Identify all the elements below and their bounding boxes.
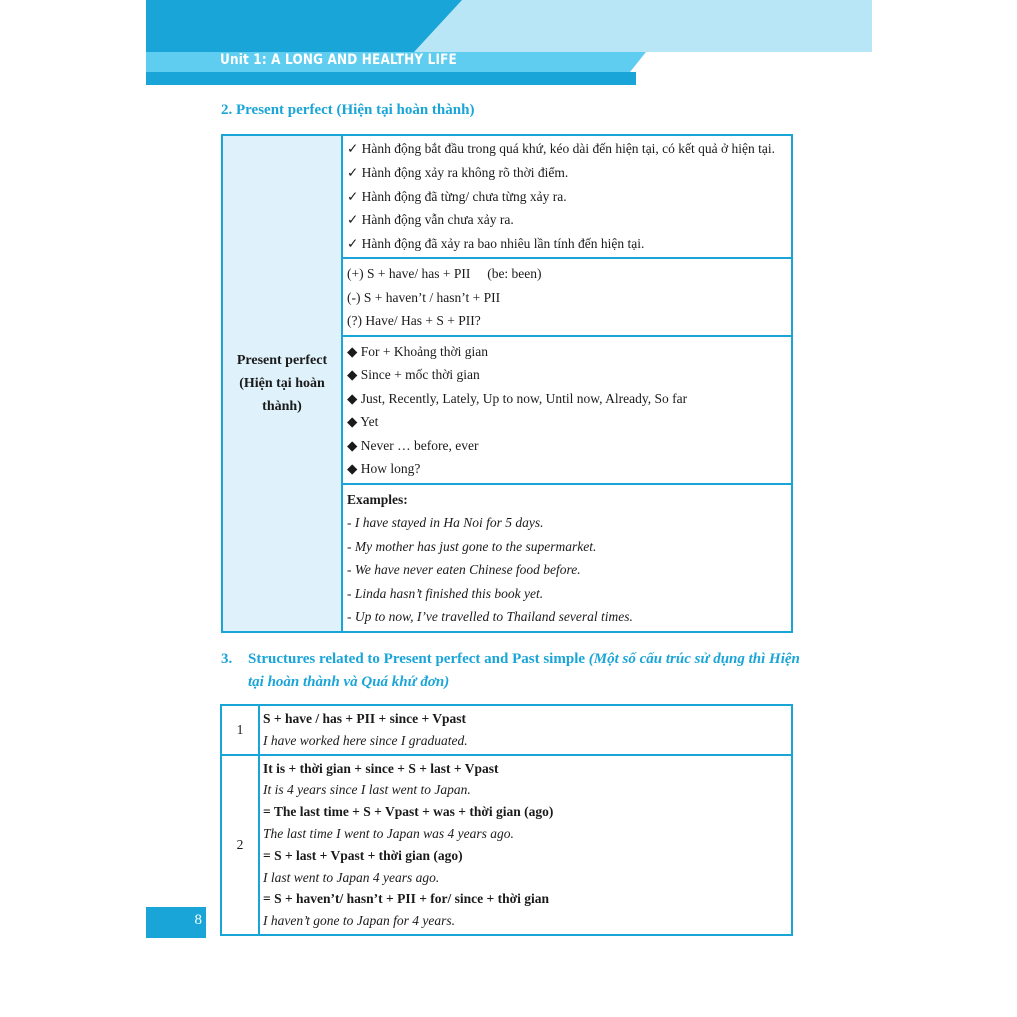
section-3-title-vi: (Một số cấu trúc sử dụng thì Hiện tại hoàn thành và Quá khứ đơn): [248, 651, 800, 690]
row-number: 1: [221, 705, 259, 755]
signal-item: ◆ How long?: [347, 461, 421, 476]
structure-formula: It is + thời gian + since + S + last + Vpast: [263, 760, 499, 776]
examples-title: Examples:: [347, 491, 408, 507]
structure-cell: [259, 705, 792, 755]
structure-example: It is 4 years since I last went to Japan.: [263, 782, 471, 798]
form-item: (+) S + have/ has + PII (be: been): [347, 266, 542, 281]
page-number-tab: [146, 907, 206, 938]
example-item: - We have never eaten Chinese food before.: [347, 562, 581, 577]
forms-cell: [342, 258, 792, 336]
structure-formula: = The last time + S + Vpast + was + thời gian (ago): [263, 804, 554, 820]
signal-item: ◆ Never … before, ever: [347, 437, 479, 453]
signal-item: ◆ For + Khoảng thời gian: [347, 343, 488, 359]
form-item: (?) Have/ Has + S + PII?: [347, 313, 481, 328]
use-item: ✓ Hành động đã từng/ chưa từng xảy ra.: [347, 188, 567, 204]
examples-cell: [342, 484, 792, 632]
structure-formula: = S + last + Vpast + thời gian (ago): [263, 847, 463, 863]
signal-words-cell: [342, 336, 792, 484]
row-number: 2: [221, 755, 259, 935]
tense-label-line: Present perfect: [236, 352, 328, 368]
section-2-heading: 2. Present perfect (Hiện tại hoàn thành): [221, 102, 475, 118]
structure-example: I haven’t gone to Japan for 4 years.: [263, 913, 455, 929]
section-3-title: Structures related to Present perfect and Past simple: [248, 651, 586, 667]
example-item: - My mother has just gone to the supermarket.: [347, 538, 597, 554]
example-item: - Up to now, I’ve travelled to Thailand several times.: [347, 609, 633, 624]
tense-label-line: thành): [262, 398, 302, 414]
use-item: ✓ Hành động bắt đầu trong quá khứ, kéo dài đến hiện tại, có kết quả ở hiện tại.: [347, 141, 776, 156]
structure-example: I last went to Japan 4 years ago.: [263, 869, 440, 885]
structure-example: I have worked here since I graduated.: [263, 732, 468, 748]
uses-cell: [342, 135, 792, 258]
use-item: ✓ Hành động xảy ra không rõ thời điểm.: [347, 165, 569, 180]
signal-item: ◆ Just, Recently, Lately, Up to now, Until now, Already, So far: [347, 390, 688, 406]
tense-label-line: (Hiện tại hoàn: [239, 375, 325, 391]
section-3-number: 3.: [221, 651, 233, 667]
signal-item: ◆ Yet: [347, 414, 379, 429]
structure-cell: [259, 755, 792, 935]
unit-title: Unit 1: A LONG AND HEALTHY LIFE: [220, 52, 457, 68]
page-header-banner: [146, 0, 872, 85]
signal-item: ◆ Since + mốc thời gian: [347, 367, 480, 382]
structure-formula: = S + haven’t/ hasn’t + PII + for/ since + thời gian: [263, 891, 549, 907]
structure-example: The last time I went to Japan was 4 years ago.: [263, 825, 514, 841]
form-item: (-) S + haven’t / hasn’t + PII: [347, 289, 501, 305]
use-item: ✓ Hành động đã xảy ra bao nhiêu lần tính đến hiện tại.: [347, 235, 645, 251]
example-item: - Linda hasn’t finished this book yet.: [347, 585, 544, 601]
structure-formula: S + have / has + PII + since + Vpast: [263, 711, 467, 726]
page-number: 8: [194, 912, 202, 928]
use-item: ✓ Hành động vẫn chưa xảy ra.: [347, 212, 514, 227]
present-perfect-table: [221, 134, 793, 633]
section-3-heading: [221, 648, 801, 694]
example-item: - I have stayed in Ha Noi for 5 days.: [347, 515, 544, 530]
tense-label-cell: [222, 135, 342, 632]
structures-table: [220, 704, 793, 936]
